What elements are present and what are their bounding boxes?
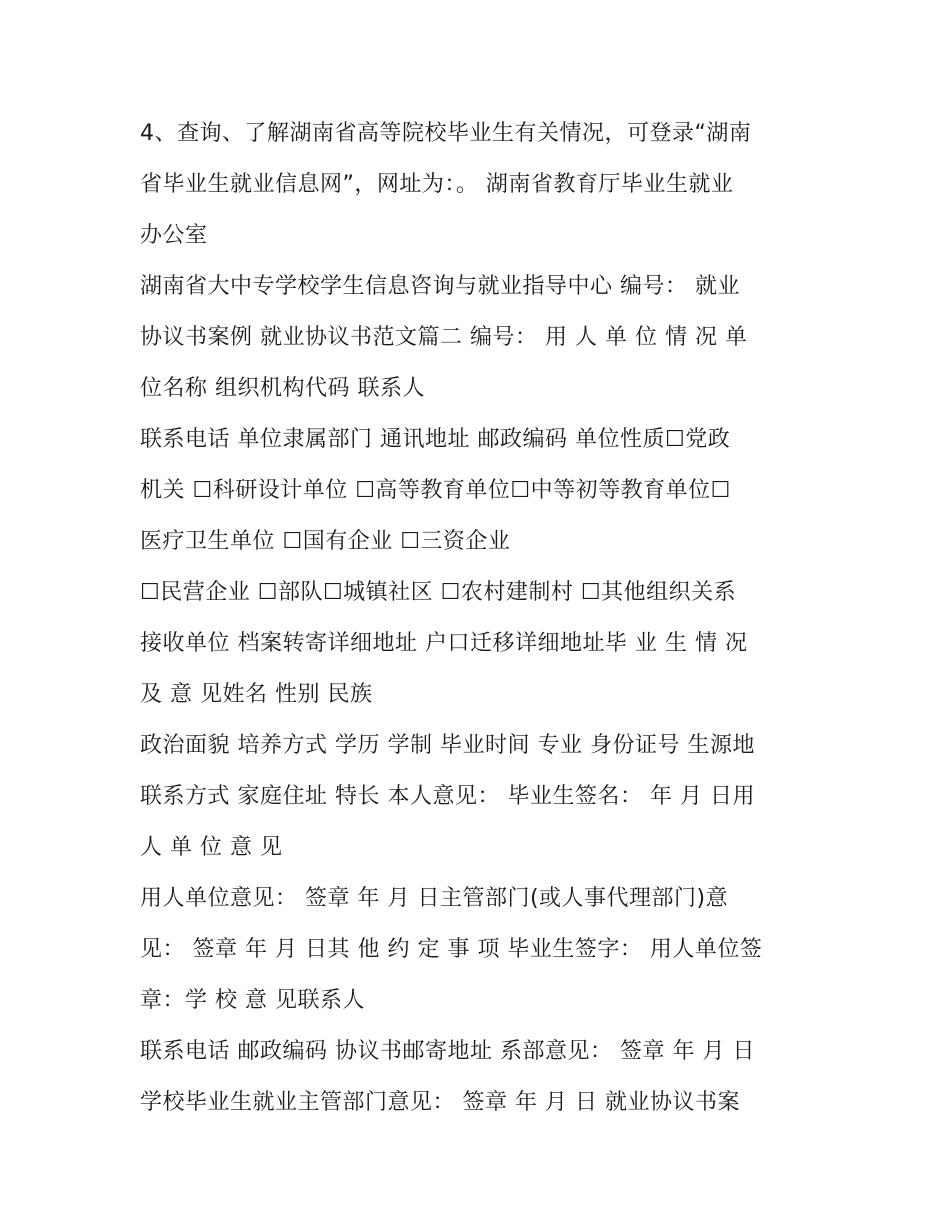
text-line: 人 单 位 意 见: [140, 835, 283, 860]
text-line: 4、查询、了解湖南省高等院校毕业生有关情况，可登录“湖南: [140, 121, 752, 146]
text-line: 医疗卫生单位 ☐国有企业 ☐三资企业: [140, 529, 511, 554]
text-line: 协议书案例 就业协议书范文篇二 编号： 用 人 单 位 情 况 单: [140, 325, 748, 350]
text-line: 联系电话 单位隶属部门 通讯地址 邮政编码 单位性质☐党政: [140, 427, 731, 452]
text-line: 位名称 组织机构代码 联系人: [140, 376, 425, 401]
text-line: 接收单位 档案转寄详细地址 户口迁移详细地址毕 业 生 情 况: [140, 631, 748, 656]
text-line: 用人单位意见： 签章 年 月 日主管部门(或人事代理部门)意: [140, 886, 729, 911]
text-line: ☐民营企业 ☐部队☐城镇社区 ☐农村建制村 ☐其他组织关系: [140, 580, 737, 605]
text-line: 见： 签章 年 月 日其 他 约 定 事 项 毕业生签字： 用人单位签: [140, 937, 763, 962]
text-line: 章：学 校 意 见联系人: [140, 988, 365, 1013]
text-line: 学校毕业生就业主管部门意见： 签章 年 月 日 就业协议书案: [140, 1090, 740, 1115]
text-line: 湖南省大中专学校学生信息咨询与就业指导中心 编号： 就业: [140, 274, 740, 299]
text-line: 联系电话 邮政编码 协议书邮寄地址 系部意见： 签章 年 月 日: [140, 1039, 755, 1064]
text-line: 省毕业生就业信息网”，网址为：。 湖南省教育厅毕业生就业: [140, 172, 734, 197]
text-line: 办公室: [140, 223, 208, 248]
text-line: 政治面貌 培养方式 学历 学制 毕业时间 专业 身份证号 生源地: [140, 733, 755, 758]
document-body: [140, 108, 820, 1128]
text-line: 机关 ☐科研设计单位 ☐高等教育单位☐中等初等教育单位☐: [140, 478, 731, 503]
text-line: 及 意 见姓名 性别 民族: [140, 682, 373, 707]
text-line: 联系方式 家庭住址 特长 本人意见： 毕业生签名： 年 月 日用: [140, 784, 755, 809]
